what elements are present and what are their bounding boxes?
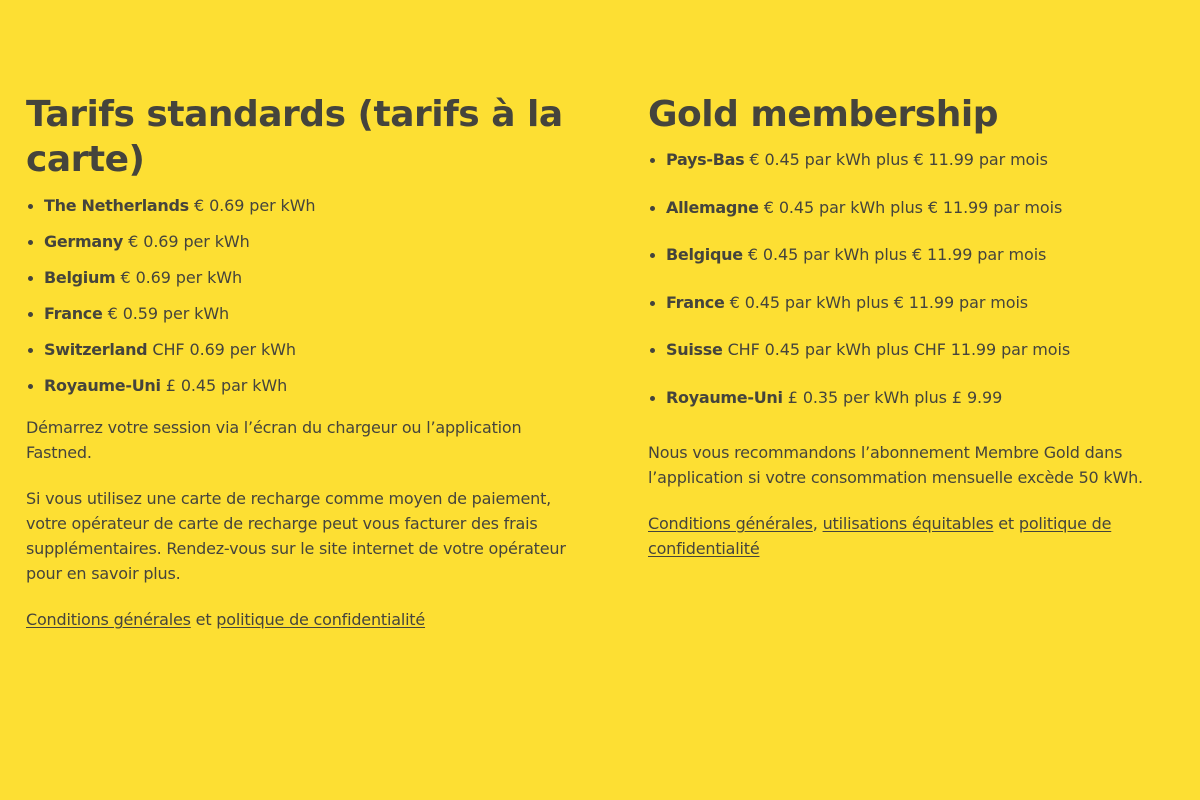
bullet-icon xyxy=(28,204,33,209)
list-item xyxy=(648,199,1188,247)
gold-membership-section xyxy=(648,92,1188,561)
list-item xyxy=(648,389,1188,437)
country-name: Pays-Bas xyxy=(666,150,745,169)
bullet-icon xyxy=(650,301,655,306)
privacy-link[interactable]: politique de confidentialité xyxy=(216,610,426,629)
gold-tariffs-list xyxy=(648,151,1188,436)
bullet-icon xyxy=(28,384,33,389)
list-item xyxy=(26,269,586,305)
price-text: CHF 0.45 par kWh plus CHF 11.99 par mois xyxy=(727,340,1071,359)
bullet-icon xyxy=(28,240,33,245)
charge-card-text: Si vous utilisez une carte de recharge comme moyen de paiement, votre opérateur de carte de recharge peut vous facturer des frais supplémentaires. Rendez-vous sur le site internet de votre opérateur pour en savoir plus. xyxy=(26,489,566,583)
start-session-text: Démarrez votre session via l’écran du chargeur ou l’application Fastned. xyxy=(26,418,522,462)
standard-tariffs-section xyxy=(26,92,586,632)
country-name: Belgium xyxy=(44,268,116,287)
price-text: £ 0.45 par kWh xyxy=(165,376,288,395)
bullet-icon xyxy=(650,348,655,353)
list-item xyxy=(648,341,1188,389)
standard-tariffs-list xyxy=(26,197,586,413)
list-item xyxy=(648,151,1188,199)
price-text: € 0.69 per kWh xyxy=(128,232,250,251)
bullet-icon xyxy=(650,253,655,258)
price-text: € 0.59 per kWh xyxy=(107,304,230,323)
list-item xyxy=(26,233,586,269)
list-item xyxy=(26,305,586,341)
terms-link[interactable]: Conditions générales xyxy=(648,514,813,533)
list-item xyxy=(26,197,586,233)
and-text: et xyxy=(195,610,212,629)
country-name: France xyxy=(44,304,103,323)
country-name: The Netherlands xyxy=(44,196,189,215)
legal-links xyxy=(648,511,1188,561)
bullet-icon xyxy=(28,276,33,281)
list-item xyxy=(26,341,586,377)
price-text: € 0.45 par kWh plus € 11.99 par mois xyxy=(747,245,1047,264)
country-name: Royaume-Uni xyxy=(666,387,783,407)
price-text: £ 0.35 per kWh plus £ 9.99 xyxy=(787,387,1003,407)
price-text: € 0.69 per kWh xyxy=(120,268,242,287)
bullet-icon xyxy=(650,396,655,401)
fair-use-link[interactable]: utilisations équitables xyxy=(822,514,994,533)
privacy-link[interactable]: politique de confidentialité xyxy=(648,514,1112,558)
country-name: France xyxy=(666,292,725,312)
list-item xyxy=(26,377,586,413)
gold-membership-title: Gold membership xyxy=(648,94,998,135)
country-name: Germany xyxy=(44,232,124,251)
bullet-icon xyxy=(650,206,655,211)
country-name: Switzerland xyxy=(44,340,148,359)
list-item xyxy=(648,246,1188,294)
price-text: CHF 0.69 per kWh xyxy=(152,340,296,359)
terms-link[interactable]: Conditions générales xyxy=(26,610,191,629)
comma-text: , xyxy=(812,514,818,533)
standard-tariffs-title: Tarifs standards (tarifs à la carte) xyxy=(26,94,563,180)
gold-recommendation-text: Nous vous recommandons l’abonnement Membre Gold dans l’application si votre consommation mensuelle excède 50 kWh. xyxy=(648,443,1143,487)
and-text: et xyxy=(998,514,1014,533)
country-name: Belgique xyxy=(666,245,743,264)
bullet-icon xyxy=(28,348,33,353)
country-name: Royaume-Uni xyxy=(44,376,161,395)
price-text: € 0.45 par kWh plus € 11.99 par mois xyxy=(749,150,1048,169)
price-text: € 0.45 par kWh plus € 11.99 par mois xyxy=(729,292,1029,312)
legal-links xyxy=(26,607,586,632)
country-name: Allemagne xyxy=(666,197,759,217)
list-item xyxy=(648,294,1188,342)
price-text: € 0.45 par kWh plus € 11.99 par mois xyxy=(763,197,1063,217)
price-text: € 0.69 per kWh xyxy=(194,196,316,215)
bullet-icon xyxy=(28,312,33,317)
bullet-icon xyxy=(650,158,655,163)
country-name: Suisse xyxy=(666,340,723,359)
